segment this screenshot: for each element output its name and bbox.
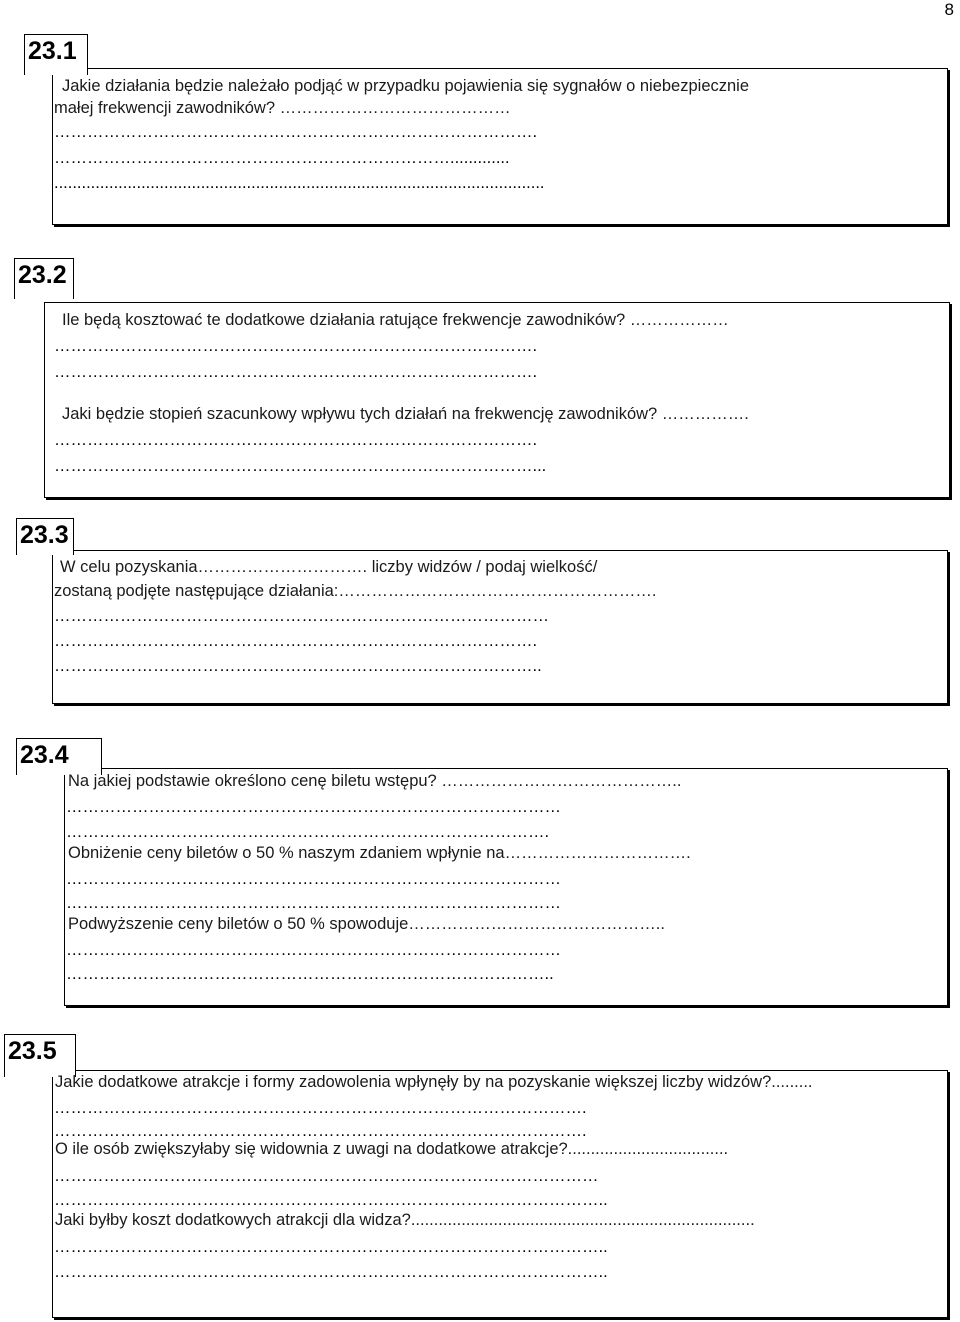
answer-dots-line: ………………………………………………………………………………: [66, 798, 561, 816]
question-line: Jakie dodatkowe atrakcje i formy zadowolenia wpłynęły by na pozyskanie większej liczby widzów?.........: [55, 1073, 813, 1091]
section-number-tab: [14, 258, 74, 299]
answer-dots-line: ………………………………………………………………………………………..: [54, 1238, 608, 1256]
answer-dots-line: …………………………………………………………………………………….: [54, 1099, 587, 1117]
answer-dots-line: …………………………………………………………………………….: [54, 431, 538, 449]
question-line: małej frekwencji zawodników? ……………………………………: [54, 99, 511, 117]
section-number: 23.4: [20, 741, 69, 769]
question-line: zostaną podjęte następujące działania:………………………………………………….: [54, 582, 657, 600]
section-number-tab: [16, 738, 102, 775]
answer-dots-line: …………………………………………………………………………….: [54, 632, 538, 650]
question-line: Jaki byłby koszt dodatkowych atrakcji dla widza?...........................................................................: [55, 1211, 755, 1229]
question-line: Jakie działania będzie należało podjąć w przypadku pojawienia się sygnałów o niebezpiecznie: [62, 77, 750, 95]
question-line: Jaki będzie stopień szacunkowy wpływu tych działań na frekwencję zawodników? …………….: [62, 405, 749, 423]
question-line: Obniżenie ceny biletów o 50 % naszym zdaniem wpłynie na…………………………….: [68, 844, 691, 862]
answer-dots-line: …………………………………………………………………………….: [54, 123, 538, 141]
section-number-tab: [4, 1034, 76, 1077]
answer-dots-line: ………………………………………………………………………………: [66, 941, 561, 959]
answer-dots-line: …………………………………………………………………………….: [54, 363, 538, 381]
answer-dots-line: ………………………………………………………………………………: [66, 894, 561, 912]
question-line: Na jakiej podstawie określono cenę biletu wstępu? ……………………………………..: [68, 772, 682, 790]
answer-dots-line: ……………………………………………………………………………..: [54, 657, 542, 675]
answer-dots-line: ……………………………………………………………………………...: [54, 457, 547, 475]
section-number: 23.2: [18, 261, 67, 289]
section-number: 23.5: [8, 1037, 57, 1065]
answer-dots-line: …………………………………………………………………………………….: [54, 1122, 587, 1140]
answer-dots-line: ………………………………………………………………………………………..: [54, 1191, 608, 1209]
question-line: Ile będą kosztować te dodatkowe działania ratujące frekwencje zawodników? ………………: [62, 311, 729, 329]
answer-dots-line: ……………………………………………………………………………..: [66, 965, 554, 983]
question-line: O ile osób zwiększyłaby się widownia z uwagi na dodatkowe atrakcje?...................................: [55, 1140, 729, 1158]
section-number-tab: [24, 34, 88, 75]
section-number-tab: [16, 518, 74, 555]
answer-dots-line: ………………………………………………………………………………: [66, 870, 561, 888]
answer-dots-line: ………………………………………………………………………………………..: [54, 1263, 608, 1281]
section-number: 23.3: [20, 521, 69, 549]
answer-dots-line: …………………………………………………………………………….: [66, 823, 550, 841]
question-line: W celu pozyskania…………………………. liczby widzów / podaj wielkość/: [60, 558, 598, 576]
answer-dots-line: …………………………………………………………………………….: [54, 337, 538, 355]
answer-dots-line: ………………………………………………………………………………: [54, 607, 549, 625]
question-line: Podwyższenie ceny biletów o 50 % spowoduje………………………………………..: [68, 915, 665, 933]
answer-dots-line: ...........................................................................................................: [54, 174, 545, 192]
answer-dots-line: ……………………………………………………………….............: [54, 149, 510, 167]
page-number: 8: [944, 0, 954, 19]
answer-dots-line: ………………………………………………………………………………………: [54, 1167, 599, 1185]
section-number: 23.1: [28, 37, 77, 65]
